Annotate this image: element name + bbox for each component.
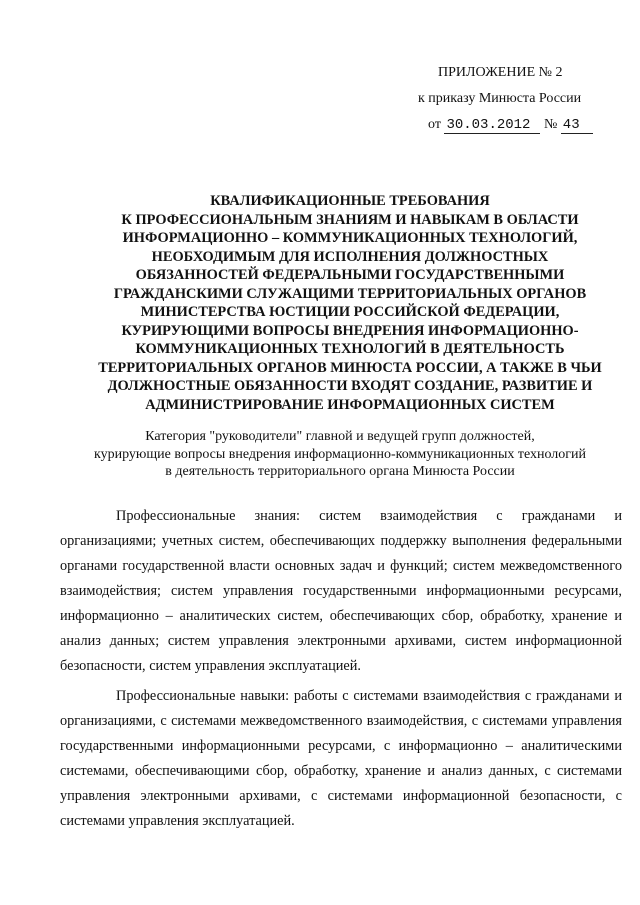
order-date: 30.03.2012 <box>444 117 540 134</box>
number-prefix: № <box>543 117 558 132</box>
appendix-order: к приказу Минюста России <box>418 91 582 106</box>
title-line: ГРАЖДАНСКИМИ СЛУЖАЩИМИ ТЕРРИТОРИАЛЬНЫХ ОРГАНОВ <box>113 285 587 302</box>
appendix-title: ПРИЛОЖЕНИЕ № 2 <box>438 65 563 80</box>
title-line: АДМИНИСТРИРОВАНИЕ ИНФОРМАЦИОННЫХ СИСТЕМ <box>145 396 555 413</box>
title-line: ОБЯЗАННОСТЕЙ ФЕДЕРАЛЬНЫМИ ГОСУДАРСТВЕННЫМИ <box>135 267 565 283</box>
title-line: КУРИРУЮЩИМИ ВОПРОСЫ ВНЕДРЕНИЯ ИНФОРМАЦИОННО- <box>121 322 579 339</box>
category-line: курирующие вопросы внедрения информационно-коммуникационных технологий <box>93 446 587 462</box>
title-line: ИНФОРМАЦИОННО – КОММУНИКАЦИОННЫХ ТЕХНОЛОГИЙ, <box>122 230 578 246</box>
category-line: в деятельность территориального органа Минюста России <box>165 464 515 479</box>
date-prefix: от <box>428 117 441 132</box>
title-line: К ПРОФЕССИОНАЛЬНЫМ ЗНАНИЯМ И НАВЫКАМ В ОБЛАСТИ <box>121 211 579 228</box>
document-title <box>90 192 610 414</box>
title-line: МИНИСТЕРСТВА ЮСТИЦИИ РОССИЙСКОЙ ФЕДЕРАЦИИ, <box>140 304 560 320</box>
appendix-header <box>380 60 620 138</box>
title-line: НЕОБХОДИМЫМ ДЛЯ ИСПОЛНЕНИЯ ДОЛЖНОСТНЫХ <box>151 248 549 265</box>
order-number: 43 <box>561 117 593 134</box>
document-body <box>60 504 622 834</box>
title-line: ДОЛЖНОСТНЫЕ ОБЯЗАННОСТИ ВХОДЯТ СОЗДАНИЕ, РАЗВИТИЕ И <box>107 378 593 394</box>
title-line: КОММУНИКАЦИОННЫХ ТЕХНОЛОГИЙ В ДЕЯТЕЛЬНОСТЬ <box>135 341 565 357</box>
title-line: КВАЛИФИКАЦИОННЫЕ ТРЕБОВАНИЯ <box>210 193 490 209</box>
category-line: Категория "руководители" главной и ведущей групп должностей, <box>145 429 535 444</box>
category-block <box>60 428 620 481</box>
knowledge-paragraph: Профессиональные знания: систем взаимодействия с гражданами и организациями; учетных систем, обеспечивающих поддержку выполнения федеральными органами государственной власти основных задач и функций; систем межведомственного взаимодействия; систем управления государственными информационными ресурсами, информационно – аналитических систем, обеспечивающих сбор, обработку, хранение и анализ данных; систем управления электронными архивами, систем информационной безопасности, систем управления эксплуатацией. <box>60 508 622 674</box>
appendix-date-line <box>380 112 620 138</box>
skills-paragraph: Профессиональные навыки: работы с системами взаимодействия с гражданами и организациями, с системами межведомственного взаимодействия, с системами управления государственными информационными ресурсами, с информационно – аналитическими системами, обеспечивающими сбор, обработку, хранение и анализ данных, с системами управления электронными архивами, с системами информационной безопасности, с системами управления эксплуатацией. <box>60 688 622 829</box>
title-line: ТЕРРИТОРИАЛЬНЫХ ОРГАНОВ МИНЮСТА РОССИИ, А ТАКЖЕ В ЧЬИ <box>98 359 602 376</box>
